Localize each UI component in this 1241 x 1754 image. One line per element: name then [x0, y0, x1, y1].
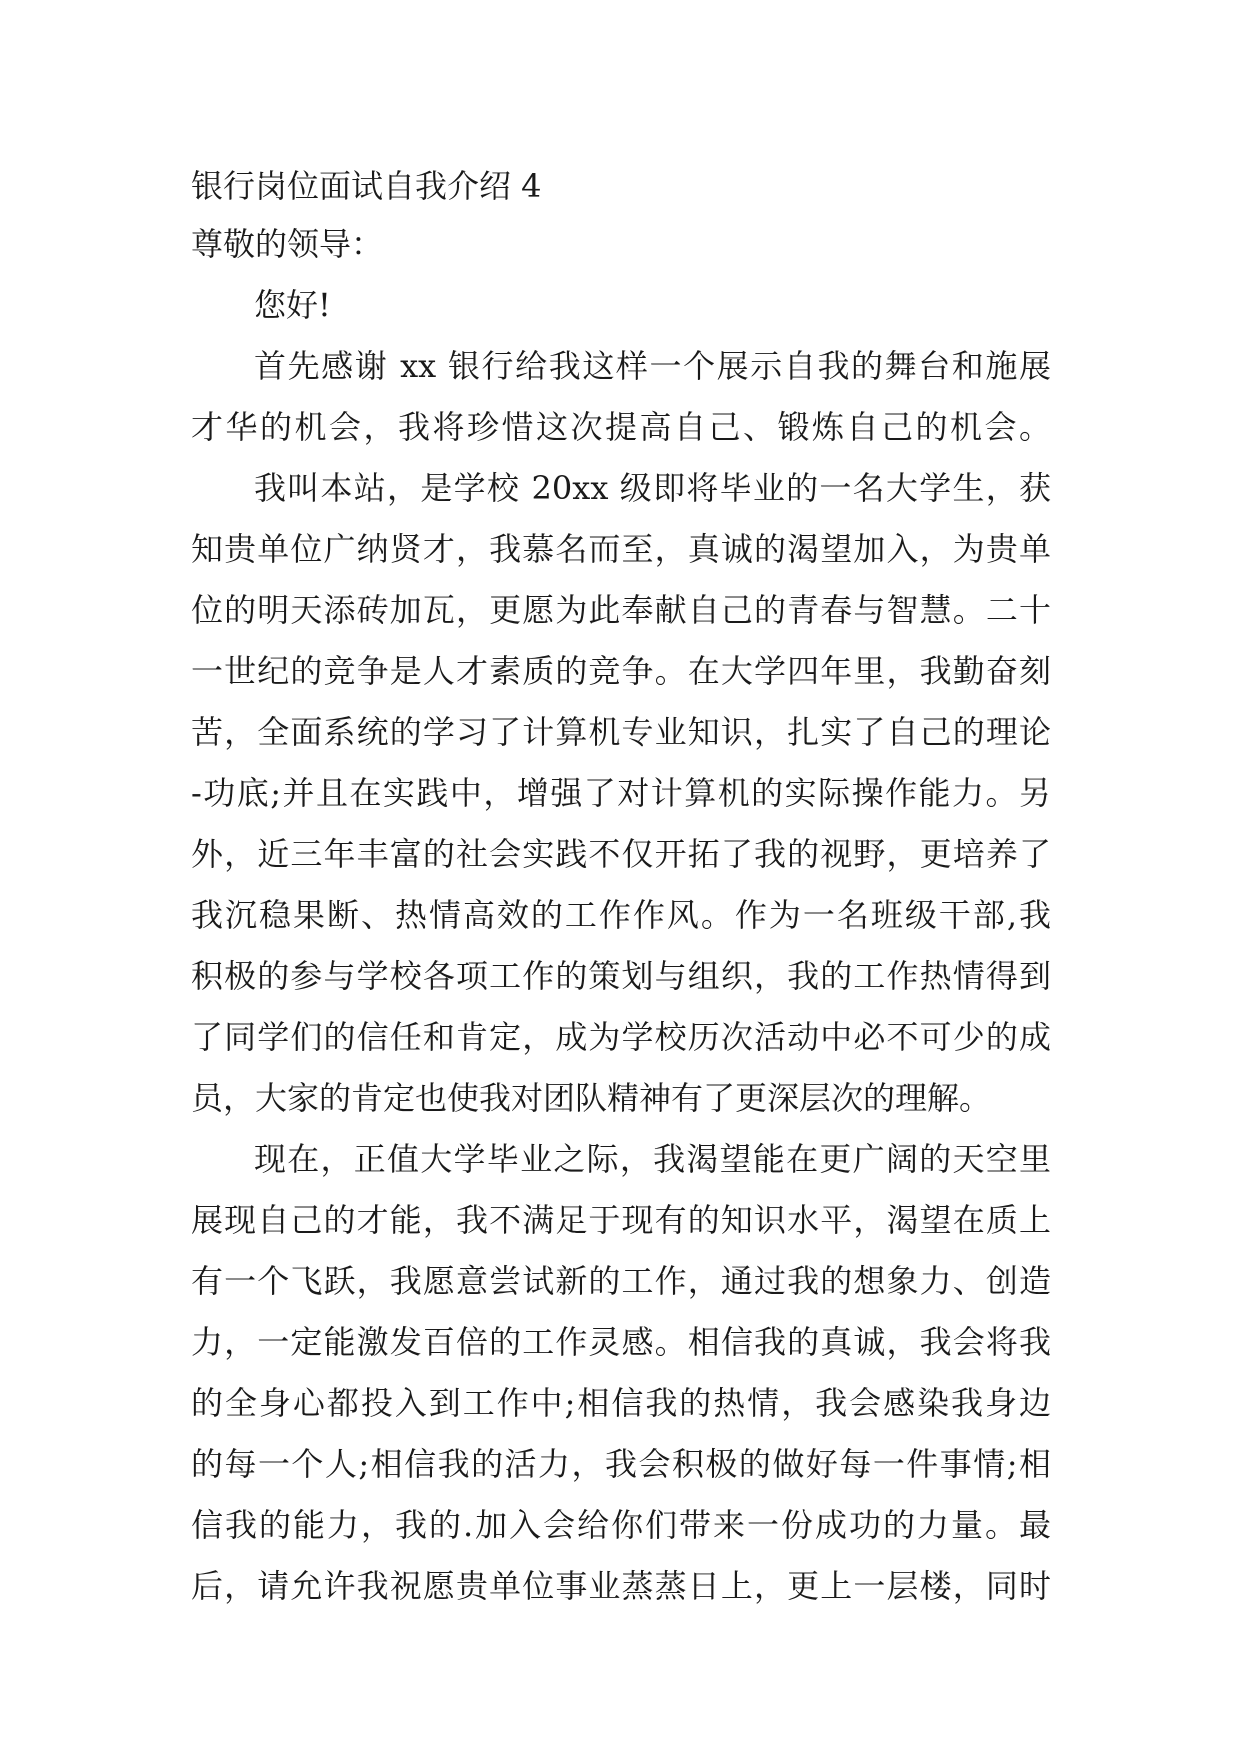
paragraph-line: 的每一个人;相信我的活力，我会积极的做好每一件事情;相 [191, 1445, 1051, 1483]
paragraph-line: 员，大家的肯定也使我对团队精神有了更深层次的理解。 [191, 1079, 992, 1117]
paragraph-line: 苦，全面系统的学习了计算机专业知识，扎实了自己的理论 [191, 713, 1051, 751]
paragraph-line: 首先感谢 xx 银行给我这样一个展示自我的舞台和施展 [254, 347, 1051, 385]
document-title: 银行岗位面试自我介绍 4 [191, 167, 542, 205]
paragraph-line: 才华的机会，我将珍惜这次提高自己、锻炼自己的机会。 [191, 408, 1051, 446]
paragraph-line: 知贵单位广纳贤才，我慕名而至，真诚的渴望加入，为贵单 [191, 530, 1051, 568]
paragraph-line: 外，近三年丰富的社会实践不仅开拓了我的视野，更培养了 [191, 835, 1051, 873]
paragraph-line: 现在，正值大学毕业之际，我渴望能在更广阔的天空里 [254, 1140, 1051, 1178]
paragraph-line: 有一个飞跃，我愿意尝试新的工作，通过我的想象力、创造 [191, 1262, 1051, 1300]
paragraph-line: 的全身心都投入到工作中;相信我的热情，我会感染我身边 [191, 1384, 1051, 1422]
paragraph-line: 积极的参与学校各项工作的策划与组织，我的工作热情得到 [191, 957, 1051, 995]
paragraph-line: 后，请允许我祝愿贵单位事业蒸蒸日上，更上一层楼，同时 [191, 1567, 1051, 1605]
greeting: 您好! [254, 286, 331, 324]
paragraph-line: 我沉稳果断、热情高效的工作作风。作为一名班级干部,我 [191, 896, 1051, 934]
paragraph-line: 位的明天添砖加瓦，更愿为此奉献自己的青春与智慧。二十 [191, 591, 1051, 629]
paragraph-line: 展现自己的才能，我不满足于现有的知识水平，渴望在质上 [191, 1201, 1051, 1239]
paragraph-line: 信我的能力，我的.加入会给你们带来一份成功的力量。最 [191, 1506, 1051, 1544]
paragraph-line: 了同学们的信任和肯定，成为学校历次活动中必不可少的成 [191, 1018, 1051, 1056]
paragraph-line: 一世纪的竞争是人才素质的竞争。在大学四年里，我勤奋刻 [191, 652, 1051, 690]
salutation: 尊敬的领导： [191, 225, 384, 263]
paragraph-line: 我叫本站，是学校 20xx 级即将毕业的一名大学生，获 [254, 469, 1051, 507]
paragraph-line: -功底;并且在实践中，增强了对计算机的实际操作能力。另 [191, 774, 1051, 812]
paragraph-line: 力，一定能激发百倍的工作灵感。相信我的真诚，我会将我 [191, 1323, 1051, 1361]
